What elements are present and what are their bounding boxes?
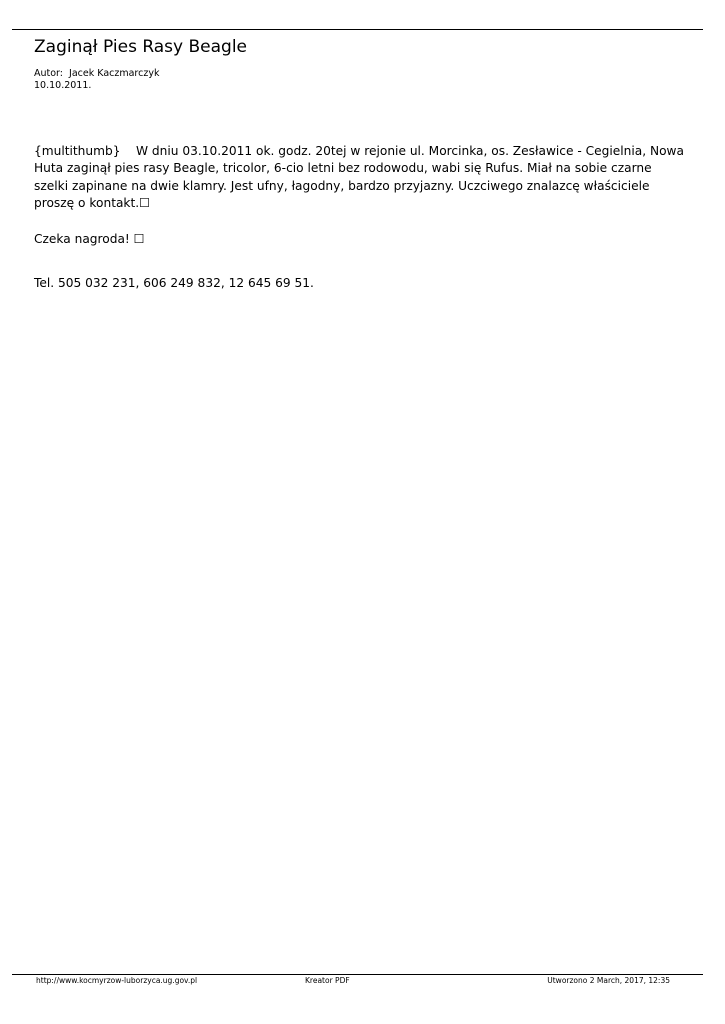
- article-meta: [34, 68, 159, 92]
- author-line: [34, 68, 159, 80]
- footer-generator: Kreator PDF: [305, 976, 350, 985]
- footer-url: http://www.kocmyrzow-luborzyca.ug.gov.pl: [36, 976, 198, 985]
- footer-divider: [12, 974, 703, 975]
- article-paragraph-2: Czeka nagroda! ☐: [34, 232, 145, 246]
- paragraph-text: W dniu 03.10.2011 ok. godz. 20tej w rejonie ul. Morcinka, os. Zesławice - Cegielnia, Nowa Huta zaginął pies rasy Beagle, tricolor, 6-cio letni bez rodowodu, wabi się Rufus. Miał na sobie czarne szelki zapinane na dwie klamry. Jest ufny, łagodny, bardzo przyjazny. Uczciwego znalazcę właściciele proszę o kontakt.☐: [34, 144, 684, 211]
- header-divider: [12, 29, 703, 30]
- author-name: Jacek Kaczmarczyk: [69, 68, 160, 79]
- multithumb-placeholder: {multithumb}: [34, 144, 121, 158]
- article-paragraph-3: Tel. 505 032 231, 606 249 832, 12 645 69 51.: [34, 276, 314, 290]
- article-title: Zaginął Pies Rasy Beagle: [34, 37, 248, 57]
- author-label: Autor:: [34, 68, 63, 79]
- article-date: 10.10.2011.: [34, 80, 92, 91]
- footer-created: Utworzono 2 March, 2017, 12:35: [547, 976, 670, 985]
- article-paragraph-1: [34, 143, 684, 213]
